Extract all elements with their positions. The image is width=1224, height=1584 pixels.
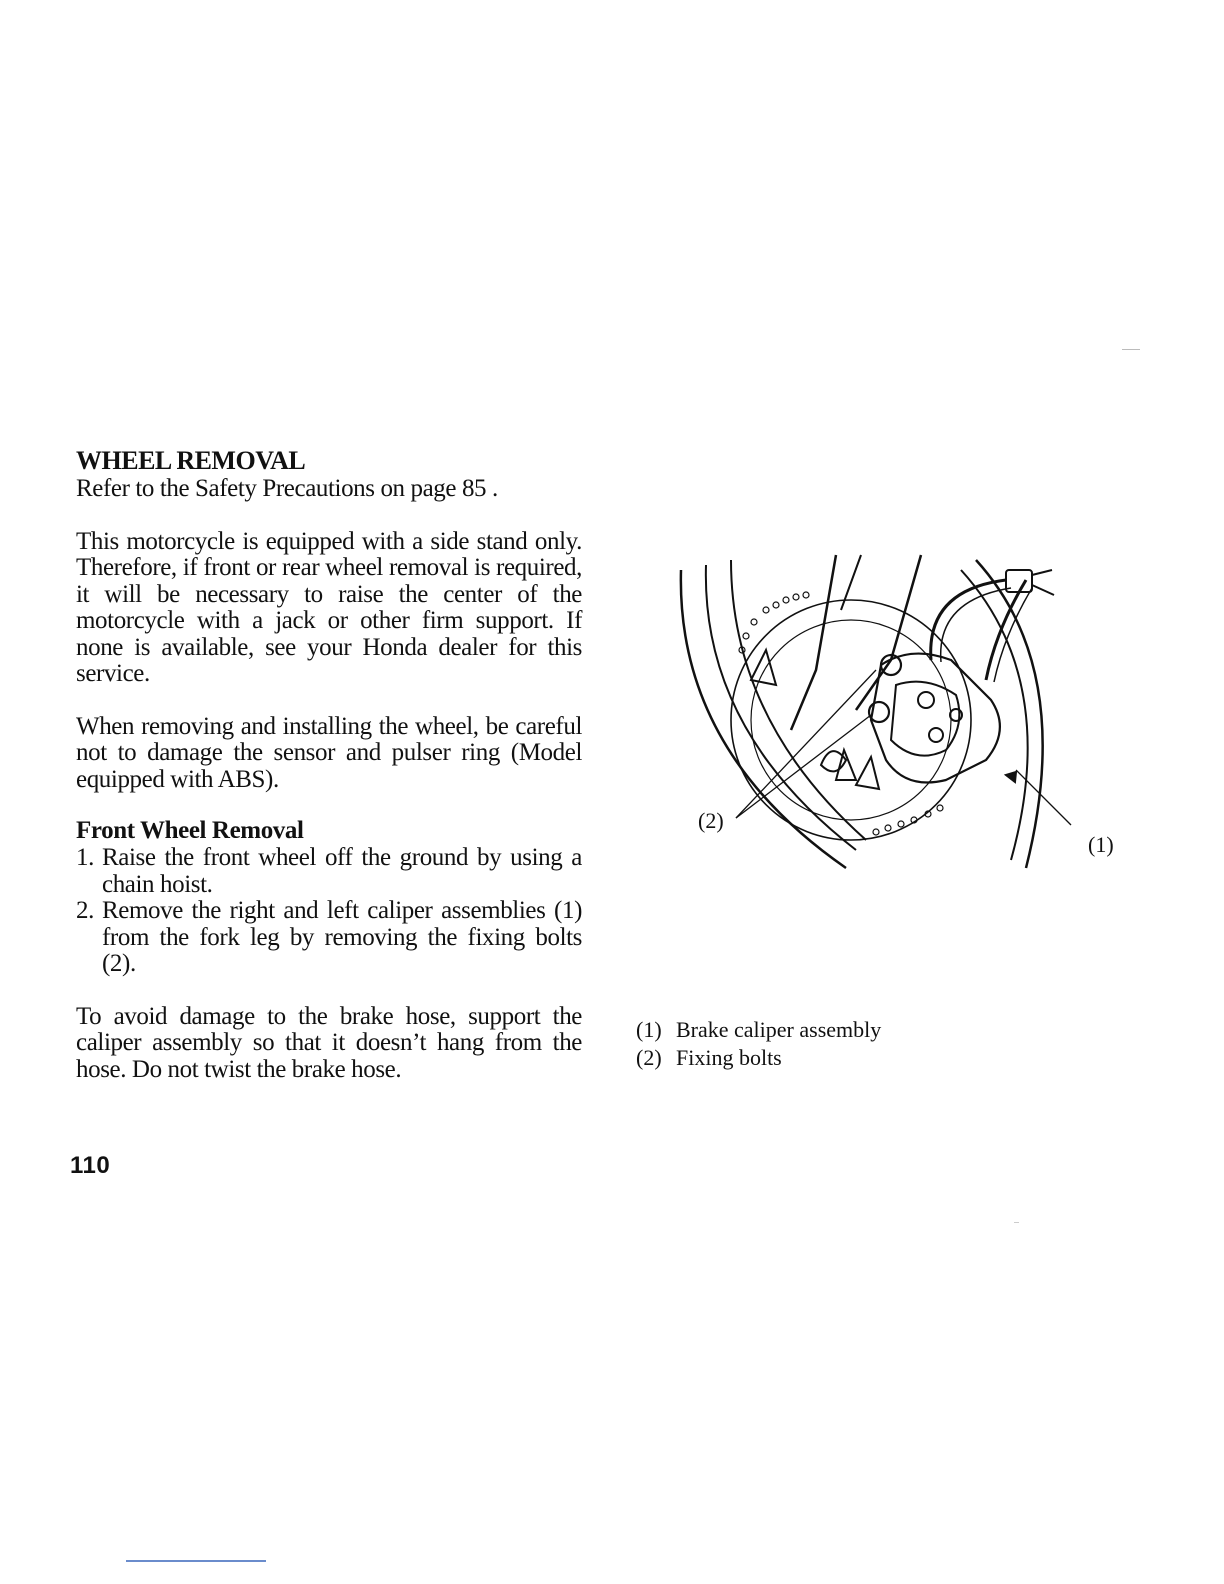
caliper-drawing — [676, 550, 1076, 880]
step-item — [76, 845, 582, 898]
paragraph-abs-caution: When removing and installing the wheel, be careful not to damage the sensor and pulser ring (Model equipped with ABS). — [76, 712, 582, 793]
paragraph-side-stand: This motorcycle is equipped with a side stand only. Therefore, if front or rear wheel removal is required, it will be necessary to raise the center of the motorcycle with a jack or other firm support. If none is available, see your Honda dealer for this service. — [76, 527, 582, 687]
step-text: Remove the right and left caliper assemblies (1) from the fork leg by removing the fixing bolts (2). — [102, 897, 582, 977]
figure-legend — [636, 1016, 881, 1072]
scan-edge-mark — [1122, 349, 1140, 350]
main-text-column — [76, 446, 582, 1083]
step-number: 2. — [76, 897, 94, 924]
legend-item — [636, 1044, 881, 1072]
subsection-title: Front Wheel Removal — [76, 817, 304, 844]
section-title: WHEEL REMOVAL — [76, 446, 306, 475]
page-number: 110 — [70, 1152, 111, 1179]
legend-item — [636, 1016, 881, 1044]
scan-edge-mark — [1014, 1222, 1019, 1223]
brake-caliper-illustration — [676, 550, 1114, 880]
legend-label: Fixing bolts — [676, 1045, 782, 1070]
step-text: Raise the front wheel off the ground by using a chain hoist. — [102, 844, 582, 898]
callout-fixing-bolts: (2) — [698, 808, 724, 833]
step-number: 1. — [76, 844, 94, 871]
steps-list — [76, 845, 582, 978]
brake-hose-caution: To avoid damage to the brake hose, support the caliper assembly so that it doesn’t hang from the hose. Do not twist the brake hose. — [76, 1002, 582, 1083]
step-item — [76, 898, 582, 978]
callout-caliper-assembly: (1) — [1088, 832, 1114, 857]
legend-label: Brake caliper assembly — [676, 1017, 882, 1042]
scan-bottom-bar — [126, 1560, 266, 1562]
reference-line: Refer to the Safety Precautions on page 85 . — [76, 475, 498, 502]
legend-number: (1) — [636, 1017, 662, 1042]
legend-number: (2) — [636, 1045, 662, 1070]
